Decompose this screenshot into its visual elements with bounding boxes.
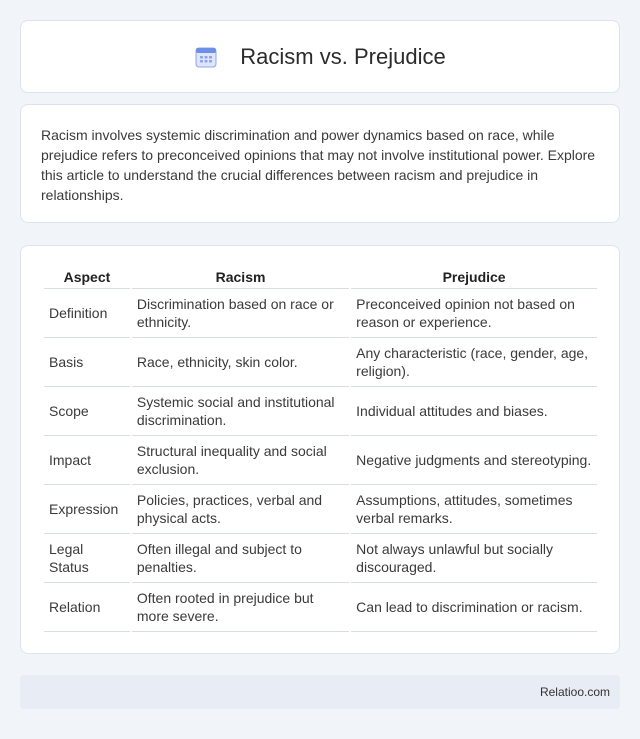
cell-racism: Systemic social and institutional discrimination.	[132, 387, 349, 436]
header-prejudice: Prejudice	[351, 266, 597, 289]
cell-prejudice: Not always unlawful but socially discouraged.	[351, 534, 597, 583]
cell-prejudice: Assumptions, attitudes, sometimes verbal remarks.	[351, 485, 597, 534]
cell-racism: Structural inequality and social exclusion.	[132, 436, 349, 485]
table-row	[44, 387, 597, 436]
comparison-table	[42, 266, 599, 632]
calendar-icon	[194, 45, 218, 69]
cell-prejudice: Can lead to discrimination or racism.	[351, 583, 597, 632]
footer	[20, 675, 620, 709]
cell-prejudice: Any characteristic (race, gender, age, religion).	[351, 338, 597, 387]
cell-aspect: Basis	[44, 338, 130, 387]
cell-aspect: Relation	[44, 583, 130, 632]
table-row	[44, 436, 597, 485]
cell-aspect: Definition	[44, 289, 130, 338]
cell-prejudice: Individual attitudes and biases.	[351, 387, 597, 436]
intro-text: Racism involves systemic discrimination and power dynamics based on race, while prejudice refers to preconceived opinions that may not involve institutional power. Explore this article to understand the crucial differences between racism and prejudice in relationships.	[41, 127, 596, 203]
cell-aspect: Impact	[44, 436, 130, 485]
cell-racism: Discrimination based on race or ethnicity.	[132, 289, 349, 338]
table-row	[44, 289, 597, 338]
intro-card	[20, 104, 620, 223]
cell-aspect: Expression	[44, 485, 130, 534]
table-row	[44, 485, 597, 534]
cell-aspect: Scope	[44, 387, 130, 436]
cell-prejudice: Preconceived opinion not based on reason or experience.	[351, 289, 597, 338]
table-header-row	[44, 266, 597, 289]
cell-racism: Often illegal and subject to penalties.	[132, 534, 349, 583]
header-racism: Racism	[132, 266, 349, 289]
header-aspect: Aspect	[44, 266, 130, 289]
title-card	[20, 20, 620, 93]
cell-aspect: Legal Status	[44, 534, 130, 583]
table-row	[44, 534, 597, 583]
footer-brand[interactable]: Relatioo.com	[539, 685, 610, 699]
cell-racism: Policies, practices, verbal and physical acts.	[132, 485, 349, 534]
table-row	[44, 338, 597, 387]
cell-prejudice: Negative judgments and stereotyping.	[351, 436, 597, 485]
cell-racism: Race, ethnicity, skin color.	[132, 338, 349, 387]
table-card	[20, 245, 620, 654]
table-row	[44, 583, 597, 632]
cell-racism: Often rooted in prejudice but more severe.	[132, 583, 349, 632]
page-title: Racism vs. Prejudice	[240, 43, 446, 69]
